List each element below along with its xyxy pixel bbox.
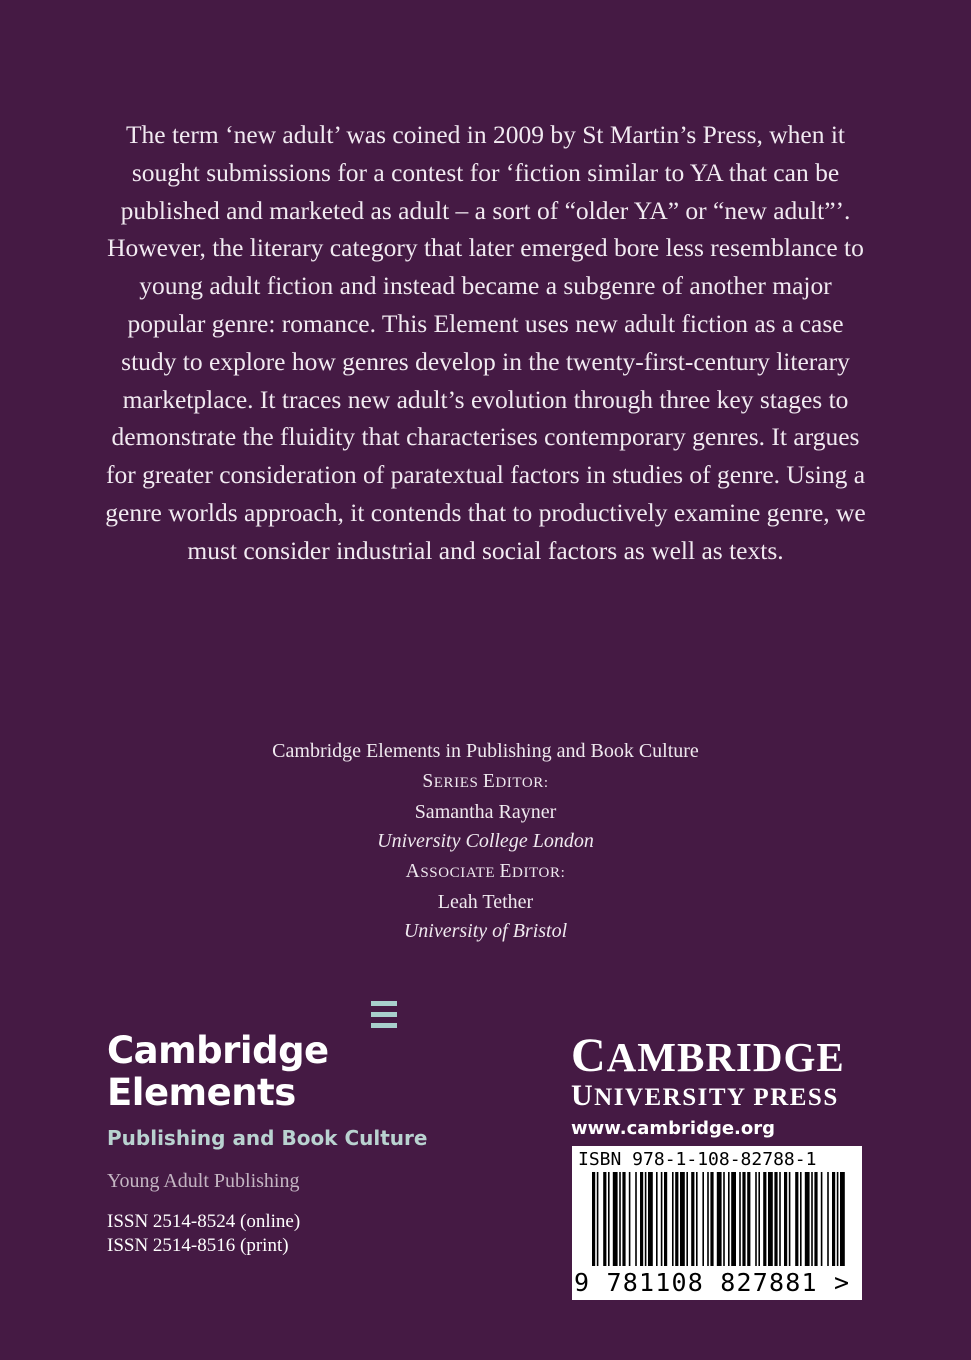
associate-editor-affiliation: University of Bristol [403,920,568,942]
publisher-url: www.cambridge.org [571,1118,776,1139]
brand-line-2: Elements [107,1071,296,1114]
series-info [0,737,971,947]
isbn-barcode [572,1146,862,1300]
series-title: Cambridge Elements in Publishing and Book Culture [272,740,699,762]
issn-print: ISSN 2514-8516 (print) [107,1235,289,1256]
isbn-label: ISBN 978-1-108-82788-1 [578,1149,817,1170]
publisher-name: CAMBRIDGE [571,1029,845,1082]
cambridge-elements-logo [107,1030,427,1150]
brand-line-1: Cambridge [107,1029,329,1072]
barcode-bars [572,1172,862,1268]
issn-block [107,1210,300,1258]
publisher-press: UNIVERSITY PRESS [571,1079,839,1112]
associate-editor-name: Leah Tether [437,890,534,913]
ean-number: 9 781108 827881 > [574,1268,851,1297]
series-editor-name: Samantha Rayner [414,800,557,823]
cambridge-university-press-logo [571,1029,871,1143]
collection-name: Young Adult Publishing [107,1170,300,1192]
series-editor-affiliation: University College London [377,830,594,852]
brand-subtitle: Publishing and Book Culture [107,1126,428,1150]
series-editor-label: SERIES EDITOR: [422,770,549,792]
associate-editor-label: ASSOCIATE EDITOR: [405,860,566,882]
issn-online: ISSN 2514-8524 (online) [107,1211,301,1232]
back-cover-blurb: The term ‘new adult’ was coined in 2009 by St Martin’s Press, when it sought submissions for a contest for ‘fiction similar to YA that can be published and marketed as adult – a sort of “older YA” or “new adult”’. However, the literary category that later emerged bore less resemblance to young adult fiction and instead became a subgenre of another major popular genre: romance. This Element uses new adult fiction as a case study to explore how genres develop in the twenty-first-century literary marketplace. It traces new adult’s evolution through three key stages to demonstrate the fluidity that characterises contemporary genres. It argues for greater consideration of paratextual factors in studies of genre. Using a genre worlds approach, it contends that to productively examine genre, we must consider industrial and social factors as well as texts. [105,120,866,565]
